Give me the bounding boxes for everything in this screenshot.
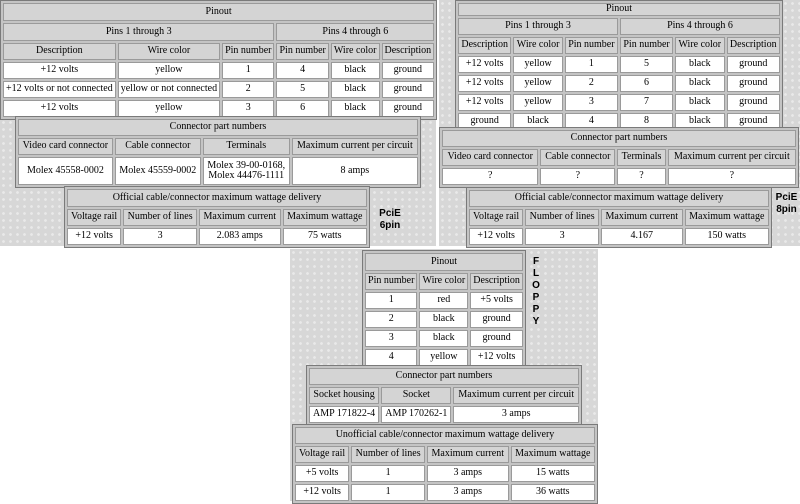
label-letter: O [532,280,540,291]
table-cell: 3 [222,100,274,117]
table-cell: 15 watts [511,465,595,482]
table-row [458,75,780,92]
terminal-part-2: Molex 44476-1111 [208,170,285,181]
table-cell: 75 watts [283,228,367,245]
column-header: Socket [381,387,451,404]
label-line: PciE [379,208,401,219]
column-header: Video card connector [18,138,113,155]
table-title: Unofficial cable/connector maximum wattage delivery [295,427,595,444]
table-row [442,168,796,185]
table-cell: black [419,330,468,347]
table-cell: +12 volts [458,56,511,73]
table-cell: black [675,75,724,92]
table-cell: yellow [513,75,562,92]
table-cell: 1 [565,56,618,73]
table-cell: ground [382,81,435,98]
floppy-connector-table [306,365,582,426]
table-row [3,100,434,117]
table-title: Connector part numbers [309,368,579,385]
table-cell: ? [617,168,665,185]
table-cell: red [419,292,468,309]
table-cell: 6 [276,100,328,117]
table-cell: +12 volts [67,228,121,245]
floppy-wattage-table [292,424,598,504]
table-cell: black [419,311,468,328]
pcie8-label [773,192,800,216]
table-cell: 3 amps [427,484,509,501]
column-header: Maximum wattage [283,209,367,226]
table-cell: +12 volts [470,349,523,366]
table-cell: yellow [513,94,562,111]
table-cell: 2 [565,75,618,92]
table-cell: ? [540,168,615,185]
group-header: Pins 4 through 6 [276,23,434,41]
table-row [458,94,780,111]
table-cell: 5 [276,81,328,98]
table-row [295,465,595,482]
column-header: Maximum current [427,446,509,463]
table-cell: 1 [365,292,417,309]
table-row [295,484,595,501]
table-cell: +12 volts [469,228,523,245]
table-cell: yellow [513,56,562,73]
table-cell: 2.083 amps [199,228,281,245]
column-header: Cable connector [115,138,201,155]
column-header: Wire color [331,43,380,60]
table-cell: yellow [419,349,468,366]
table-cell: black [675,113,724,130]
column-header: Voltage rail [295,446,349,463]
terminal-part-1: Molex 39-00-0168, [207,159,286,171]
column-header: Maximum current [199,209,281,226]
table-title: Connector part numbers [18,119,418,136]
label-letter: Y [532,316,540,327]
column-header: Pin number [565,37,618,54]
column-header: Description [727,37,781,54]
column-header: Pin number [222,43,274,60]
label-line: 8pin [776,204,797,215]
table-row [469,228,769,245]
table-cell: Molex 45558-0002 [18,157,113,185]
table-title: Pinout [458,3,780,16]
table-row [365,311,523,328]
column-header: Description [458,37,511,54]
table-cell: 1 [351,465,425,482]
column-header: Cable connector [540,149,615,166]
table-row [365,292,523,309]
table-cell: 7 [620,94,673,111]
column-header: Number of lines [525,209,599,226]
table-cell: 3 [525,228,599,245]
pcie6-wattage-table [64,186,370,248]
group-header: Pins 1 through 3 [3,23,274,41]
column-header: Wire color [118,43,220,60]
table-row [18,157,418,185]
table-cell: 3 amps [427,465,509,482]
table-cell: 1 [351,484,425,501]
table-cell: +12 volts [458,75,511,92]
table-title: Official cable/connector maximum wattage delivery [67,189,367,207]
floppy-label [530,256,542,328]
table-cell: 4 [276,62,328,79]
column-header: Number of lines [123,209,197,226]
group-header: Pins 4 through 6 [620,18,780,35]
table-cell: 4.167 [601,228,683,245]
table-cell: 2 [222,81,274,98]
table-cell: ground [458,113,511,130]
column-header: Socket housing [309,387,379,404]
table-row [458,56,780,73]
table-cell: ? [442,168,538,185]
table-cell: 3 amps [453,406,579,423]
table-cell: 2 [365,311,417,328]
table-cell: +12 volts [458,94,511,111]
table-cell: 4 [565,113,618,130]
table-cell: 6 [620,75,673,92]
table-cell: 3 [365,330,417,347]
table-title: Official cable/connector maximum wattage delivery [469,190,769,207]
table-cell [203,157,290,185]
column-header: Maximum current [601,209,683,226]
pcie6-label [376,208,404,232]
table-cell: ? [668,168,796,185]
table-cell: black [513,113,562,130]
table-cell: AMP 171822-4 [309,406,379,423]
table-cell: black [675,94,724,111]
floppy-pinout-table [362,250,526,369]
column-header: Maximum current per circuit [292,138,418,155]
column-header: Number of lines [351,446,425,463]
column-header: Video card connector [442,149,538,166]
table-cell: ground [727,113,781,130]
table-cell: +12 volts [3,100,116,117]
column-header: Pin number [276,43,328,60]
table-cell: yellow [118,62,220,79]
pcie8-pinout-table [455,0,783,133]
table-cell: AMP 170262-1 [381,406,451,423]
column-header: Maximum current per circuit [668,149,796,166]
pcie6-connector-table [15,116,421,188]
table-cell: 36 watts [511,484,595,501]
table-row [365,349,523,366]
table-cell: 8 amps [292,157,418,185]
table-cell: black [331,62,380,79]
table-cell: ground [727,56,781,73]
table-cell: +12 volts or not connected [3,81,116,98]
column-header: Description [3,43,116,60]
table-title: Pinout [3,3,434,21]
table-cell: black [675,56,724,73]
column-header: Description [470,273,523,290]
column-header: Maximum wattage [511,446,595,463]
table-row [3,81,434,98]
table-cell: +5 volts [295,465,349,482]
label-letter: P [532,304,540,315]
table-cell: black [331,81,380,98]
column-header: Terminals [203,138,290,155]
table-cell: 1 [222,62,274,79]
table-cell: ground [382,62,435,79]
group-header: Pins 1 through 3 [458,18,618,35]
table-cell: +12 volts [3,62,116,79]
column-header: Maximum current per circuit [453,387,579,404]
table-cell: yellow [118,100,220,117]
table-cell: 3 [123,228,197,245]
column-header: Voltage rail [67,209,121,226]
table-row [365,330,523,347]
table-cell: 4 [365,349,417,366]
table-cell: +5 volts [470,292,523,309]
column-header: Voltage rail [469,209,523,226]
column-header: Terminals [617,149,665,166]
column-header: Description [382,43,435,60]
table-row [67,228,367,245]
column-header: Wire color [419,273,468,290]
pcie8-connector-table [439,127,799,188]
table-cell: yellow or not connected [118,81,220,98]
table-cell: 8 [620,113,673,130]
table-cell: 5 [620,56,673,73]
table-row [309,406,579,423]
table-title: Connector part numbers [442,130,796,147]
table-title: Pinout [365,253,523,271]
table-cell: +12 volts [295,484,349,501]
pcie8-wattage-table [466,187,772,248]
table-cell: Molex 45559-0002 [115,157,201,185]
column-header: Wire color [675,37,724,54]
column-header: Pin number [365,273,417,290]
table-cell: 150 watts [685,228,769,245]
table-cell: ground [727,75,781,92]
pcie6-pinout-table [0,0,437,120]
label-letter: L [532,268,540,279]
table-row [3,62,434,79]
table-cell: 3 [565,94,618,111]
table-cell: ground [470,330,523,347]
label-line: PciE [775,192,798,203]
label-letter: P [532,292,540,303]
column-header: Maximum wattage [685,209,769,226]
table-cell: ground [382,100,435,117]
label-line: 6pin [379,220,401,231]
column-header: Pin number [620,37,673,54]
table-cell: ground [470,311,523,328]
column-header: Wire color [513,37,562,54]
table-cell: black [331,100,380,117]
table-cell: ground [727,94,781,111]
label-letter: F [532,256,540,267]
